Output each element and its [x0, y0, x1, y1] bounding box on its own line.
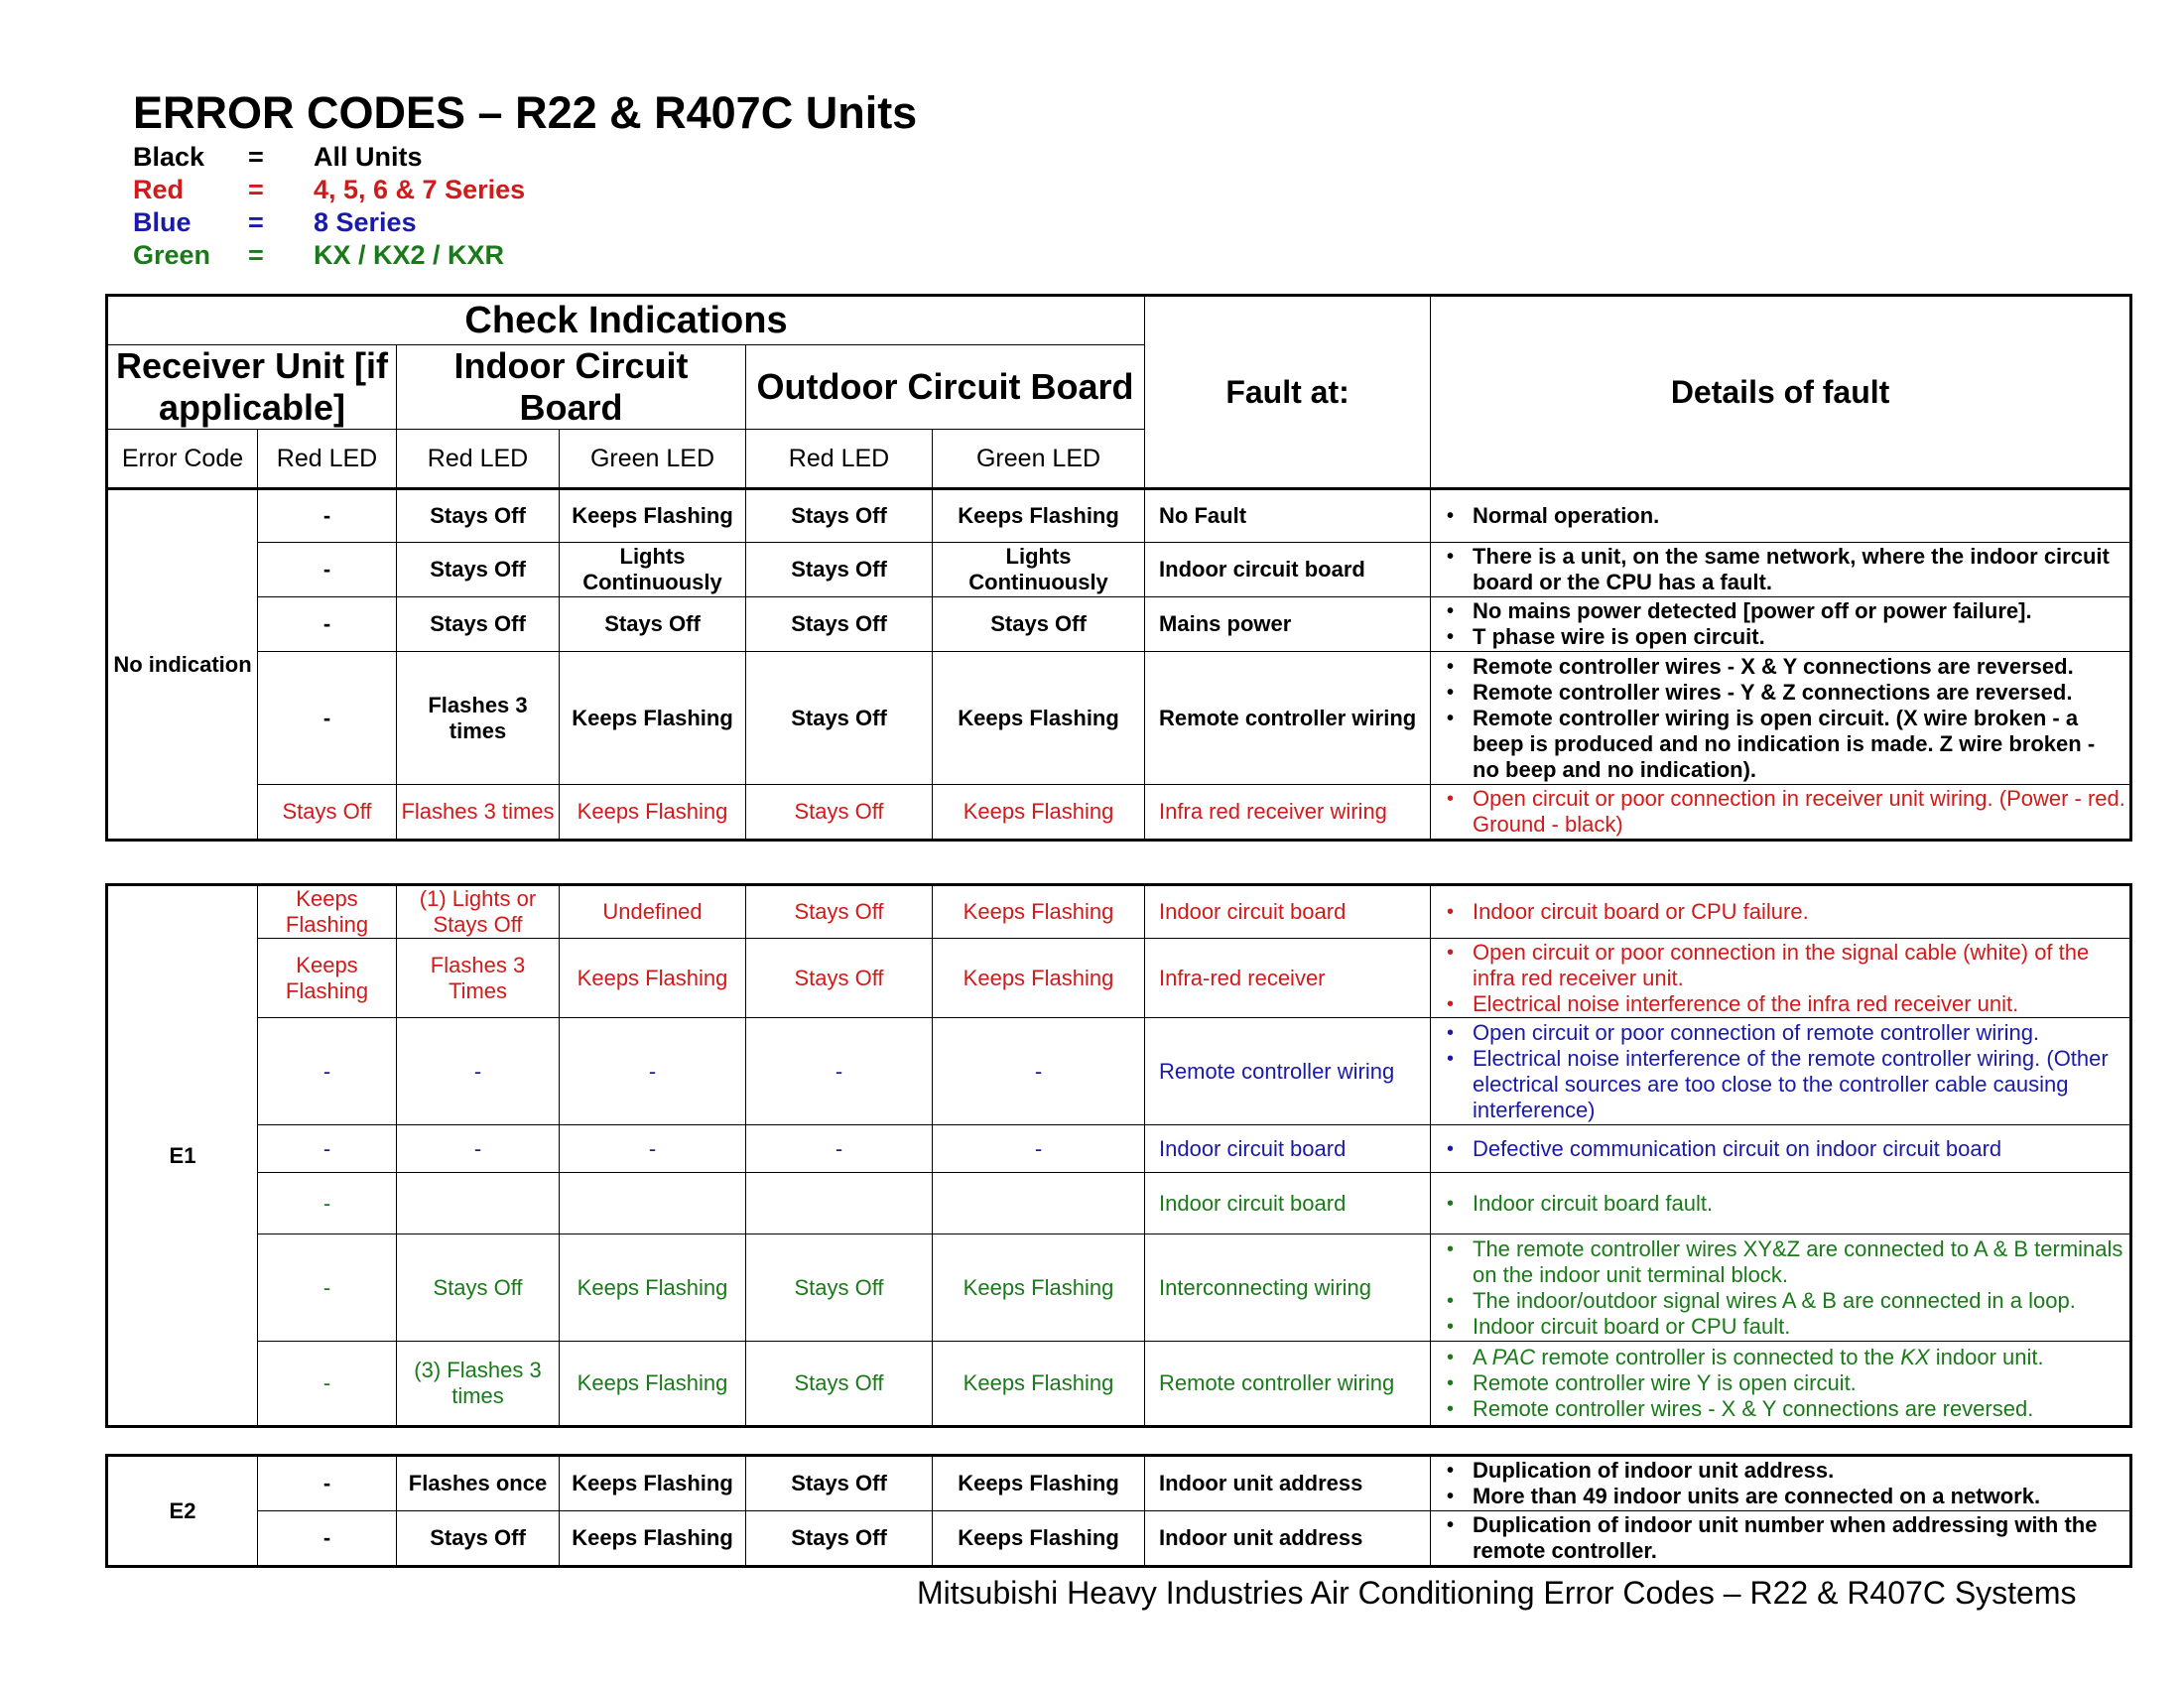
table-row	[107, 1018, 2131, 1125]
indoor-red-led-cell: Stays Off	[397, 543, 560, 597]
error-code-cell: E2	[107, 1456, 258, 1567]
legend-row-green	[133, 239, 525, 272]
table-row	[107, 1173, 2131, 1234]
fault-at-cell: Indoor unit address	[1145, 1511, 1431, 1567]
indoor-red-led-cell: (1) Lights or Stays Off	[397, 885, 560, 939]
outdoor-red-led-cell: Stays Off	[746, 652, 933, 785]
table-row	[107, 1234, 2131, 1342]
outdoor-red-led-header: Red LED	[746, 430, 933, 489]
outdoor-green-led-cell: -	[933, 1018, 1145, 1125]
indoor-green-led-cell: Undefined	[560, 885, 746, 939]
outdoor-green-led-cell: Keeps Flashing	[933, 885, 1145, 939]
outdoor-red-led-cell: Stays Off	[746, 543, 933, 597]
legend-value: 4, 5, 6 & 7 Series	[314, 175, 526, 204]
check-indications-header: Check Indications	[107, 296, 1145, 345]
table-row	[107, 1456, 2131, 1511]
fault-detail-item: • The remote controller wires XY&Z are connected to A & B terminals on the indoor unit terminal block.	[1473, 1236, 2125, 1288]
fault-at-cell: Indoor circuit board	[1145, 1173, 1431, 1234]
outdoor-red-led-cell: Stays Off	[746, 1456, 933, 1511]
fault-details-cell	[1431, 1342, 2131, 1427]
fault-details-list	[1435, 1458, 2125, 1509]
indoor-green-led-cell: Keeps Flashing	[560, 1342, 746, 1427]
fault-details-list	[1435, 1236, 2125, 1340]
outdoor-red-led-cell: Stays Off	[746, 597, 933, 652]
outdoor-red-led-cell	[746, 1173, 933, 1234]
fault-details-list	[1435, 598, 2125, 650]
table-row	[107, 1125, 2131, 1173]
outdoor-green-led-cell: Keeps Flashing	[933, 1456, 1145, 1511]
fault-details-list	[1435, 654, 2125, 783]
fault-detail-item: • Indoor circuit board or CPU fault.	[1473, 1314, 2125, 1340]
fault-details-cell	[1431, 1456, 2131, 1511]
receiver-red-led-cell: -	[258, 652, 397, 785]
table-row	[107, 543, 2131, 597]
fault-detail-item: • Remote controller wires - Y & Z connections are reversed.	[1473, 680, 2125, 706]
receiver-unit-header: Receiver Unit [if applicable]	[107, 345, 397, 430]
fault-at-cell: Mains power	[1145, 597, 1431, 652]
fault-at-header: Fault at:	[1145, 296, 1431, 489]
fault-details-list	[1435, 1345, 2125, 1422]
fault-detail-item: • Electrical noise interference of the infra red receiver unit.	[1473, 991, 2125, 1017]
fault-details-list	[1435, 1512, 2125, 1564]
table-row	[107, 489, 2131, 543]
error-table-no-indication	[105, 294, 2132, 842]
indoor-red-led-header: Red LED	[397, 430, 560, 489]
indoor-red-led-cell	[397, 1173, 560, 1234]
fault-details-list	[1435, 1020, 2125, 1123]
receiver-red-led-cell: -	[258, 1456, 397, 1511]
indoor-red-led-cell: Flashes 3 times	[397, 652, 560, 785]
legend-equals: =	[248, 240, 264, 270]
fault-detail-item: • Indoor circuit board or CPU failure.	[1473, 899, 2125, 925]
fault-detail-item: • More than 49 indoor units are connected on a network.	[1473, 1484, 2125, 1509]
table-row	[107, 1511, 2131, 1567]
fault-detail-item: • Indoor circuit board fault.	[1473, 1191, 2125, 1217]
indoor-red-led-cell: Stays Off	[397, 1234, 560, 1342]
error-code-cell: E1	[107, 885, 258, 1427]
fault-detail-item: • Remote controller wires - X & Y connections are reversed.	[1473, 654, 2125, 680]
table-row	[107, 939, 2131, 1018]
fault-detail-item: • Remote controller wire Y is open circuit.	[1473, 1370, 2125, 1396]
fault-details-cell	[1431, 597, 2131, 652]
fault-at-cell: Remote controller wiring	[1145, 1342, 1431, 1427]
fault-details-cell	[1431, 489, 2131, 543]
outdoor-red-led-cell: Stays Off	[746, 785, 933, 841]
outdoor-green-led-cell	[933, 1173, 1145, 1234]
table-row	[107, 1342, 2131, 1427]
legend-name: Green	[133, 240, 211, 270]
receiver-red-led-cell: -	[258, 1173, 397, 1234]
fault-at-cell: Indoor unit address	[1145, 1456, 1431, 1511]
indoor-green-led-cell: Stays Off	[560, 597, 746, 652]
receiver-red-led-cell: -	[258, 1511, 397, 1567]
fault-details-list	[1435, 1136, 2125, 1162]
footer-caption: Mitsubishi Heavy Industries Air Conditioning Error Codes – R22 & R407C Systems	[917, 1575, 2077, 1611]
error-table-e2	[105, 1454, 2132, 1568]
outdoor-green-led-cell: Keeps Flashing	[933, 785, 1145, 841]
fault-detail-item: • T phase wire is open circuit.	[1473, 624, 2125, 650]
outdoor-green-led-cell: -	[933, 1125, 1145, 1173]
fault-detail-item: • There is a unit, on the same network, where the indoor circuit board or the CPU has a fault.	[1473, 544, 2125, 595]
indoor-green-led-cell	[560, 1173, 746, 1234]
outdoor-green-led-cell: Keeps Flashing	[933, 1342, 1145, 1427]
indoor-red-led-cell: Stays Off	[397, 597, 560, 652]
table-row	[107, 652, 2131, 785]
fault-at-cell: No Fault	[1145, 489, 1431, 543]
details-header: Details of fault	[1431, 296, 2131, 489]
table-row	[107, 785, 2131, 841]
fault-at-cell: Remote controller wiring	[1145, 652, 1431, 785]
error-table-e1	[105, 883, 2132, 1428]
fault-at-cell: Infra-red receiver	[1145, 939, 1431, 1018]
indoor-red-led-cell: Stays Off	[397, 1511, 560, 1567]
receiver-red-led-cell: -	[258, 1018, 397, 1125]
fault-details-list	[1435, 544, 2125, 595]
fault-details-cell	[1431, 785, 2131, 841]
indoor-green-led-cell: Keeps Flashing	[560, 785, 746, 841]
fault-detail-item: • Defective communication circuit on indoor circuit board	[1473, 1136, 2125, 1162]
indoor-green-led-cell: Keeps Flashing	[560, 1456, 746, 1511]
fault-details-cell	[1431, 652, 2131, 785]
outdoor-red-led-cell: Stays Off	[746, 939, 933, 1018]
indoor-red-led-cell: Flashes 3 times	[397, 785, 560, 841]
outdoor-green-led-cell: Stays Off	[933, 597, 1145, 652]
indoor-red-led-cell: -	[397, 1125, 560, 1173]
fault-at-cell: Remote controller wiring	[1145, 1018, 1431, 1125]
outdoor-green-led-cell: Keeps Flashing	[933, 489, 1145, 543]
receiver-red-led-cell: -	[258, 597, 397, 652]
error-code-cell: No indication	[107, 489, 258, 841]
fault-details-list	[1435, 786, 2125, 838]
receiver-red-led-cell: -	[258, 1342, 397, 1427]
indoor-green-led-cell: Lights Continuously	[560, 543, 746, 597]
fault-detail-item: • Duplication of indoor unit number when addressing with the remote controller.	[1473, 1512, 2125, 1564]
table-row	[107, 885, 2131, 939]
table-row	[107, 597, 2131, 652]
receiver-red-led-cell: Stays Off	[258, 785, 397, 841]
receiver-red-led-cell: Keeps Flashing	[258, 939, 397, 1018]
fault-detail-item: • No mains power detected [power off or power failure].	[1473, 598, 2125, 624]
legend-value: All Units	[314, 142, 423, 172]
receiver-red-led-cell: -	[258, 1125, 397, 1173]
indoor-green-led-cell: Keeps Flashing	[560, 489, 746, 543]
fault-detail-item: • Electrical noise interference of the remote controller wiring. (Other electrical sources are too close to the controller cable causing interference)	[1473, 1046, 2125, 1123]
fault-detail-item: • Open circuit or poor connection of remote controller wiring.	[1473, 1020, 2125, 1046]
indoor-green-led-cell: Keeps Flashing	[560, 1511, 746, 1567]
receiver-red-led-cell: -	[258, 1234, 397, 1342]
indoor-green-led-cell: Keeps Flashing	[560, 1234, 746, 1342]
legend-row-red	[133, 174, 525, 206]
fault-detail-item: • Remote controller wires - X & Y connections are reversed.	[1473, 1396, 2125, 1422]
outdoor-red-led-cell: Stays Off	[746, 1342, 933, 1427]
indoor-green-led-header: Green LED	[560, 430, 746, 489]
fault-details-cell	[1431, 885, 2131, 939]
fault-at-cell: Indoor circuit board	[1145, 885, 1431, 939]
fault-detail-item: • Normal operation.	[1473, 503, 2125, 529]
color-legend	[133, 141, 525, 272]
fault-at-cell: Infra red receiver wiring	[1145, 785, 1431, 841]
outdoor-green-led-header: Green LED	[933, 430, 1145, 489]
error-code-header: Error Code	[107, 430, 258, 489]
fault-detail-item: • Duplication of indoor unit address.	[1473, 1458, 2125, 1484]
indoor-board-header: Indoor Circuit Board	[397, 345, 746, 430]
legend-row-blue	[133, 206, 525, 239]
receiver-red-led-cell: Keeps Flashing	[258, 885, 397, 939]
legend-value: 8 Series	[314, 207, 417, 237]
receiver-red-led-cell: -	[258, 543, 397, 597]
legend-equals: =	[248, 142, 264, 172]
indoor-red-led-cell: (3) Flashes 3 times	[397, 1342, 560, 1427]
outdoor-red-led-cell: -	[746, 1125, 933, 1173]
outdoor-red-led-cell: Stays Off	[746, 489, 933, 543]
outdoor-red-led-cell: Stays Off	[746, 885, 933, 939]
outdoor-red-led-cell: -	[746, 1018, 933, 1125]
fault-details-cell	[1431, 1018, 2131, 1125]
legend-equals: =	[248, 207, 264, 237]
legend-name: Red	[133, 175, 185, 204]
outdoor-green-led-cell: Keeps Flashing	[933, 939, 1145, 1018]
outdoor-board-header: Outdoor Circuit Board	[746, 345, 1145, 430]
fault-detail-item: • Open circuit or poor connection in the signal cable (white) of the infra red receiver unit.	[1473, 940, 2125, 991]
indoor-red-led-cell: -	[397, 1018, 560, 1125]
fault-details-cell	[1431, 1234, 2131, 1342]
indoor-green-led-cell: -	[560, 1018, 746, 1125]
outdoor-green-led-cell: Keeps Flashing	[933, 1234, 1145, 1342]
fault-at-cell: Indoor circuit board	[1145, 1125, 1431, 1173]
outdoor-green-led-cell: Lights Continuously	[933, 543, 1145, 597]
fault-at-cell: Interconnecting wiring	[1145, 1234, 1431, 1342]
fault-details-list	[1435, 1191, 2125, 1217]
indoor-green-led-cell: Keeps Flashing	[560, 939, 746, 1018]
outdoor-green-led-cell: Keeps Flashing	[933, 1511, 1145, 1567]
legend-name: Blue	[133, 207, 192, 237]
outdoor-red-led-cell: Stays Off	[746, 1511, 933, 1567]
fault-detail-item: • A PAC remote controller is connected to the KX indoor unit.	[1473, 1345, 2125, 1370]
fault-details-cell	[1431, 543, 2131, 597]
indoor-red-led-cell: Flashes 3 Times	[397, 939, 560, 1018]
indoor-green-led-cell: Keeps Flashing	[560, 652, 746, 785]
fault-details-cell	[1431, 1173, 2131, 1234]
indoor-green-led-cell: -	[560, 1125, 746, 1173]
outdoor-green-led-cell: Keeps Flashing	[933, 652, 1145, 785]
fault-details-list	[1435, 503, 2125, 529]
indoor-red-led-cell: Flashes once	[397, 1456, 560, 1511]
fault-details-cell	[1431, 1125, 2131, 1173]
legend-row-black	[133, 141, 525, 174]
indoor-red-led-cell: Stays Off	[397, 489, 560, 543]
fault-details-list	[1435, 899, 2125, 925]
receiver-red-led-cell: -	[258, 489, 397, 543]
page-title: ERROR CODES – R22 & R407C Units	[133, 87, 918, 138]
legend-value: KX / KX2 / KXR	[314, 240, 505, 270]
legend-equals: =	[248, 175, 264, 204]
receiver-red-led-header: Red LED	[258, 430, 397, 489]
fault-at-cell: Indoor circuit board	[1145, 543, 1431, 597]
fault-details-cell	[1431, 939, 2131, 1018]
fault-detail-item: • The indoor/outdoor signal wires A & B are connected in a loop.	[1473, 1288, 2125, 1314]
outdoor-red-led-cell: Stays Off	[746, 1234, 933, 1342]
fault-detail-item: • Open circuit or poor connection in receiver unit wiring. (Power - red. Ground - black)	[1473, 786, 2125, 838]
legend-name: Black	[133, 142, 205, 172]
fault-details-cell	[1431, 1511, 2131, 1567]
fault-detail-item: • Remote controller wiring is open circuit. (X wire broken - a beep is produced and no indication is made. Z wire broken - no beep and no indication).	[1473, 706, 2125, 783]
fault-details-list	[1435, 940, 2125, 1017]
